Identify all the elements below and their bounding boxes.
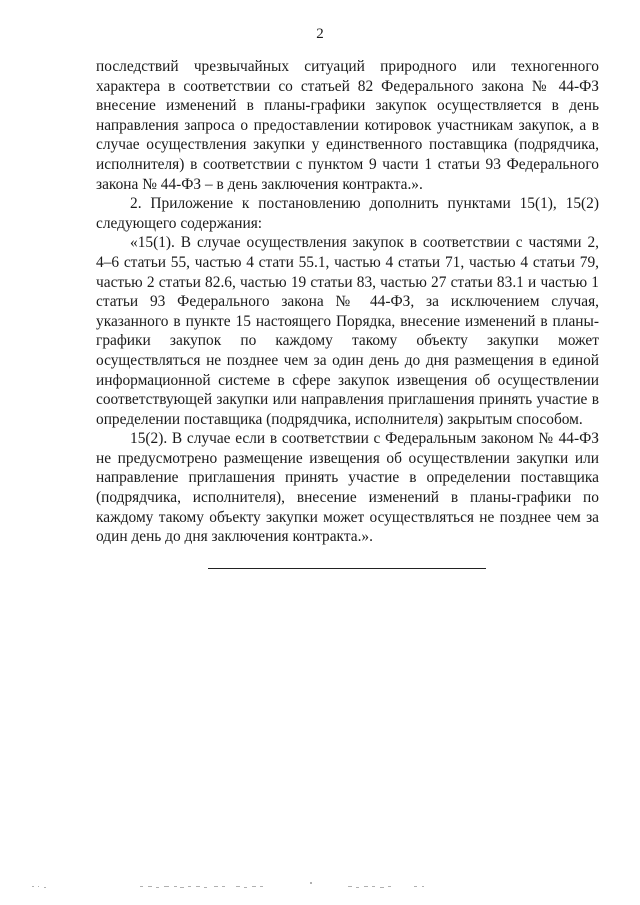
closing-rule [208,568,486,569]
page-number: 2 [316,26,324,42]
paragraph-15-1: «15(1). В случае осуществления закупок в соответствии с частями 2, 4–6 статьи 55, частью 4 стати 55.1, частью 4 статьи 71, частью 4 статьи 79, частью 2 статьи 82.6, частью 19 статьи 83, частью 27 статьи 83.1 и частью 1 статьи 93 Федерального закона № 44-ФЗ, за исключением случая, указанного в пункте 15 настоящего Порядка, внесение изменений в планы-графики закупок по каждому такому объекту закупки может осуществляться не позднее чем за один день до дня размещения в единой информационной системе в сфере закупок извещения об осуществлении соответствующей закупки или направления приглашения принять участие в определении поставщика (подрядчика, исполнителя) закрытым способом. [96,234,599,428]
scan-noise [30,880,590,892]
document-body [96,57,599,547]
paragraph-continuation: последствий чрезвычайных ситуаций природного или техногенного характера в соответствии со статьей 82 Федерального закона № 44-ФЗ внесение изменений в планы-графики закупок осуществляется в день направления запроса о предоставлении котировок участникам закупок, а в случае осуществления закупки у единственного поставщика (подрядчика, исполнителя) в соответствии с пунктом 9 части 1 статьи 93 Федерального закона № 44-ФЗ – в день заключения контракта.». [96,58,599,193]
paragraph-15-2: 15(2). В случае если в соответствии с Федеральным законом № 44-ФЗ не предусмотрено размещение извещения об осуществлении закупки или направление приглашения принять участие в определении поставщика (подрядчика, исполнителя), внесение изменений в планы-графики по каждому такому объекту закупки может осуществляться не позднее чем за один день до дня заключения контракта.». [96,430,599,546]
paragraph-item-2: 2. Приложение к постановлению дополнить пунктами 15(1), 15(2) следующего содержания: [96,195,599,232]
